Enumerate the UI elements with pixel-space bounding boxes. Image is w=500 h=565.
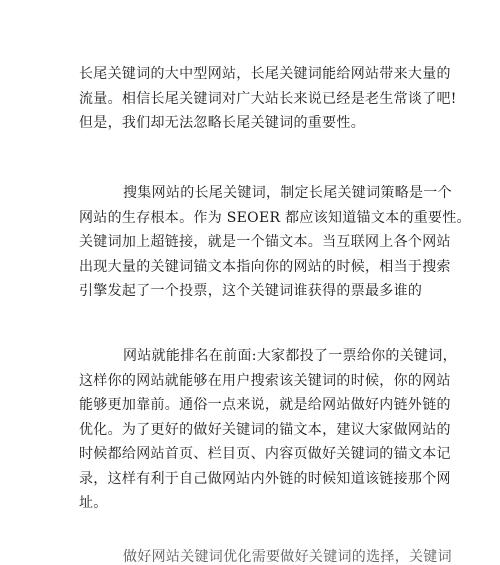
text-line: 址。 bbox=[79, 495, 108, 511]
text-line: 做好网站关键词优化需要做好关键词的选择，关键词 bbox=[123, 549, 452, 565]
text-line: 能够更加靠前。通俗一点来说，就是给网站做好内链外链的 bbox=[79, 397, 451, 413]
text-line: 但是，我们却无法忽略长尾关键词的重要性。 bbox=[79, 115, 365, 131]
text-line: 出现大量的关键词锚文本指向你的网站的时候，相当于搜索 bbox=[79, 258, 451, 275]
paragraph-2 bbox=[79, 181, 471, 304]
text-line: 长尾关键词的大中型网站，长尾关键词能给网站带来大量的 bbox=[79, 66, 451, 82]
text-line: 这样你的网站就能够在用户搜索该关键词的时候，你的网站 bbox=[79, 372, 451, 389]
text-line: 网站就能排名在前面:大家都投了一票给你的关键词， bbox=[123, 348, 457, 364]
text-line: 优化。为了更好的做好关键词的锚文本，建议大家做网站的 bbox=[79, 421, 451, 438]
paragraph-4-partial bbox=[79, 545, 452, 565]
text-line: 录，这样有利于自己做网站内外链的时候知道该链接那个网 bbox=[79, 470, 451, 487]
text-line: 关键词加上超链接，就是一个锚文本。当互联网上各个网站 bbox=[79, 234, 451, 250]
text-line: 网站的生存根本。作为 SEOER 都应该知道锚文本的重要性。 bbox=[79, 209, 471, 226]
paragraph-1 bbox=[79, 62, 457, 136]
text-line: 引擎发起了一个投票，这个关键词谁获得的票最多谁的 bbox=[79, 283, 423, 299]
paragraph-3 bbox=[79, 344, 457, 516]
text-line: 时候都给网站首页、栏目页、内容页做好关键词的锚文本记 bbox=[79, 446, 451, 462]
text-line: 流量。相信长尾关键词对广大站长来说已经是老生常谈了吧! bbox=[79, 90, 457, 107]
text-line: 搜集网站的长尾关键词，制定长尾关键词策略是一个 bbox=[123, 185, 452, 201]
